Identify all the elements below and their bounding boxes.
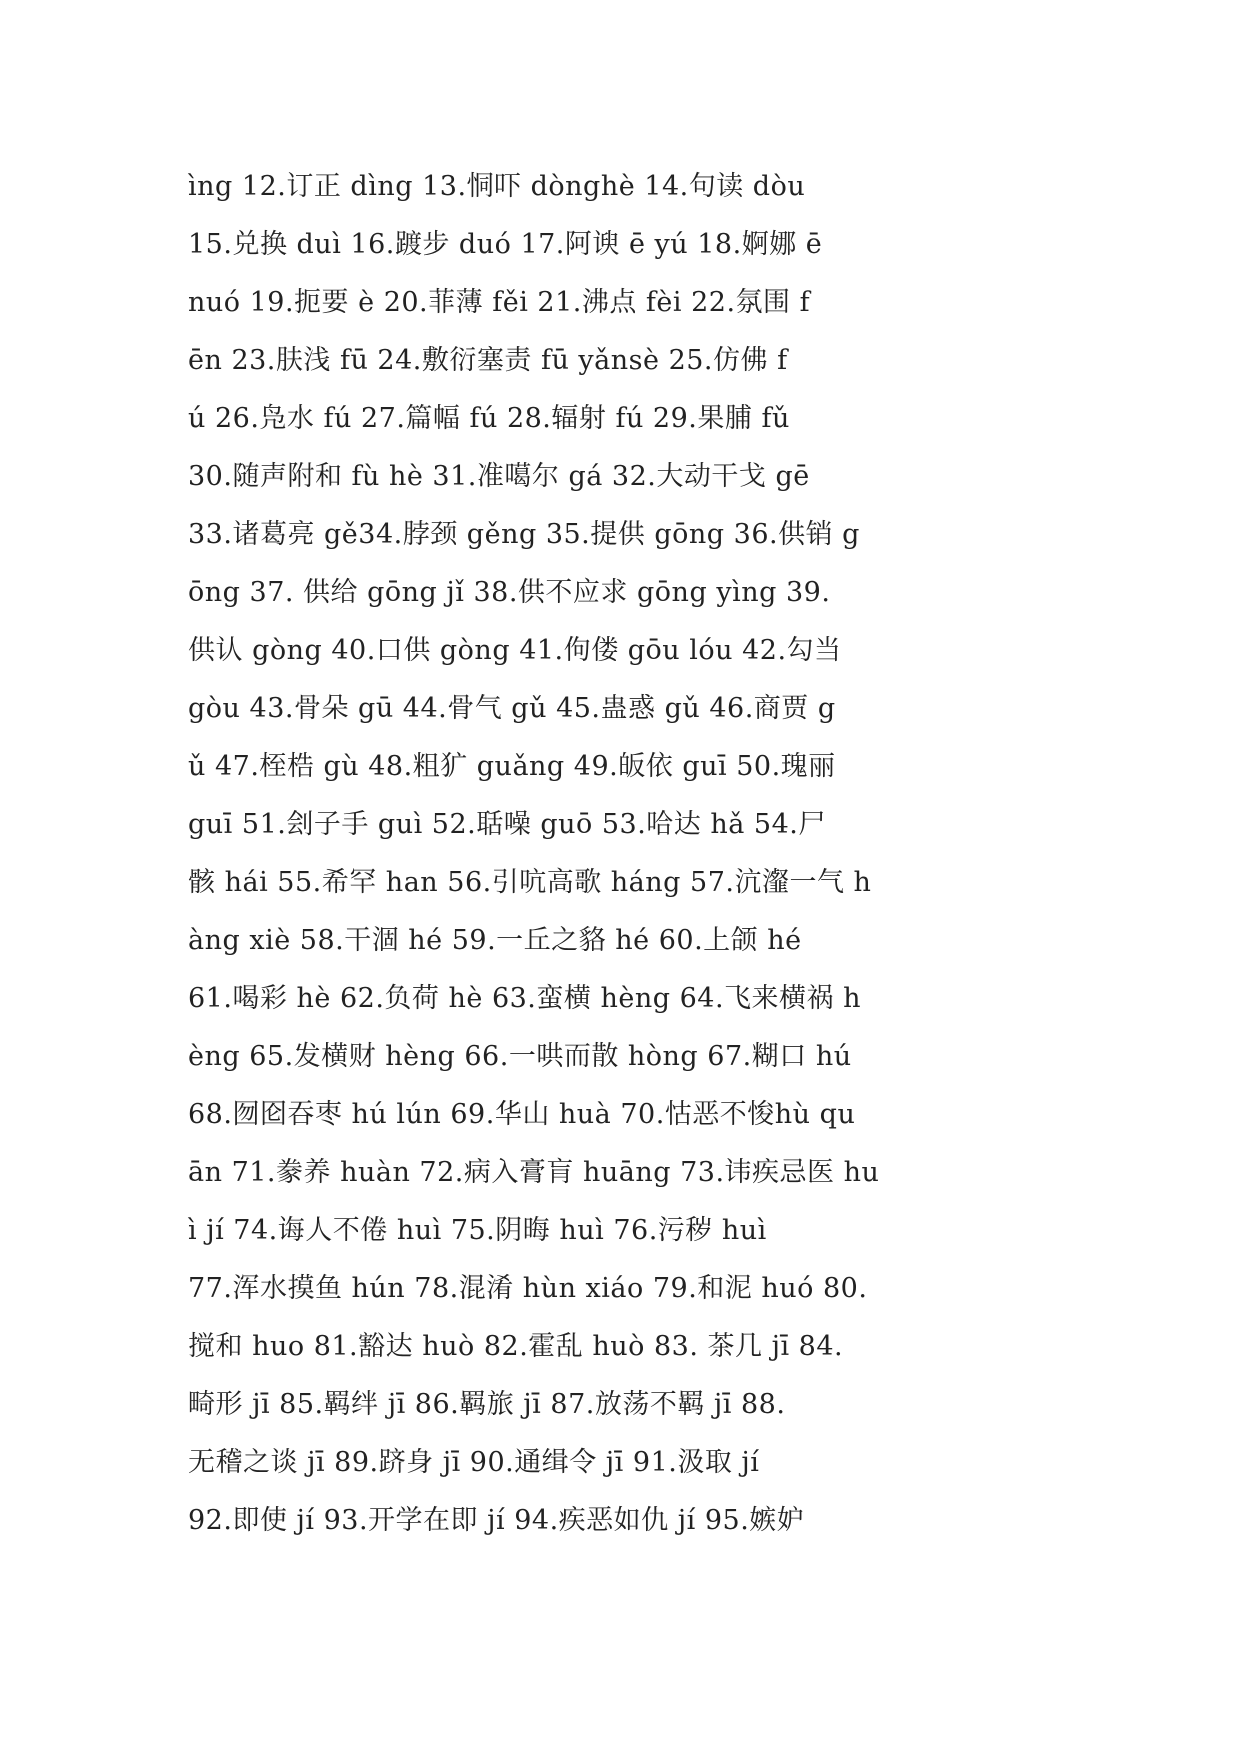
text-line: 92.即使 jí 93.开学在即 jí 94.疾恶如仇 jí 95.嫉妒: [188, 1505, 805, 1536]
text-line: guī 51.刽子手 guì 52.聒噪 guō 53.哈达 hǎ 54.尸: [188, 809, 826, 840]
text-line: 15.兑换 duì 16.踱步 duó 17.阿谀 ē yú 18.婀娜 ē: [188, 229, 823, 260]
text-line: 骸 hái 55.希罕 han 56.引吭高歌 háng 57.沆瀣一气 h: [188, 867, 872, 898]
text-line: ǔ 47.桎梏 gù 48.粗犷 guǎng 49.皈依 guī 50.瑰丽: [188, 751, 836, 782]
text-line: 77.浑水摸鱼 hún 78.混淆 hùn xiáo 79.和泥 huó 80.: [188, 1273, 868, 1304]
text-line: 33.诸葛亮 gě34.脖颈 gěng 35.提供 gōng 36.供销 g: [188, 519, 860, 550]
text-line: 61.喝彩 hè 62.负荷 hè 63.蛮横 hèng 64.飞来横祸 h: [188, 983, 861, 1014]
text-line: ēn 23.肤浅 fū 24.敷衍塞责 fū yǎnsè 25.仿佛 f: [188, 345, 788, 376]
text-line: 搅和 huo 81.豁达 huò 82.霍乱 huò 83. 茶几 jī 84.: [188, 1331, 844, 1362]
text-line: ān 71.豢养 huàn 72.病入膏肓 huāng 73.讳疾忌医 hu: [188, 1157, 880, 1188]
text-line: èng 65.发横财 hèng 66.一哄而散 hòng 67.糊口 hú: [188, 1041, 852, 1072]
text-line: ìng 12.订正 dìng 13.恫吓 dònghè 14.句读 dòu: [188, 171, 806, 202]
text-line: ú 26.凫水 fú 27.篇幅 fú 28.辐射 fú 29.果脯 fǔ: [188, 403, 790, 434]
text-line: 供认 gòng 40.口供 gòng 41.佝偻 gōu lóu 42.勾当: [188, 635, 842, 666]
text-line: 畸形 jī 85.羁绊 jī 86.羁旅 jī 87.放荡不羁 jī 88.: [188, 1389, 786, 1420]
text-line: àng xiè 58.干涸 hé 59.一丘之貉 hé 60.上颌 hé: [188, 925, 802, 956]
text-line: ōng 37. 供给 gōng jǐ 38.供不应求 gōng yìng 39.: [188, 577, 831, 608]
text-line: gòu 43.骨朵 gū 44.骨气 gǔ 45.蛊惑 gǔ 46.商贾 g: [188, 693, 836, 724]
text-line: ì jí 74.诲人不倦 huì 75.阴晦 huì 76.污秽 huì: [188, 1215, 767, 1246]
document-body: [188, 158, 1068, 1550]
text-line: nuó 19.扼要 è 20.菲薄 fěi 21.沸点 fèi 22.氛围 f: [188, 287, 811, 318]
text-line: 无稽之谈 jī 89.跻身 jī 90.通缉令 jī 91.汲取 jí: [188, 1447, 760, 1478]
text-line: 30.随声附和 fù hè 31.准噶尔 gá 32.大动干戈 gē: [188, 461, 810, 492]
text-line: 68.囫囵吞枣 hú lún 69.华山 huà 70.怙恶不悛hù qu: [188, 1099, 856, 1130]
